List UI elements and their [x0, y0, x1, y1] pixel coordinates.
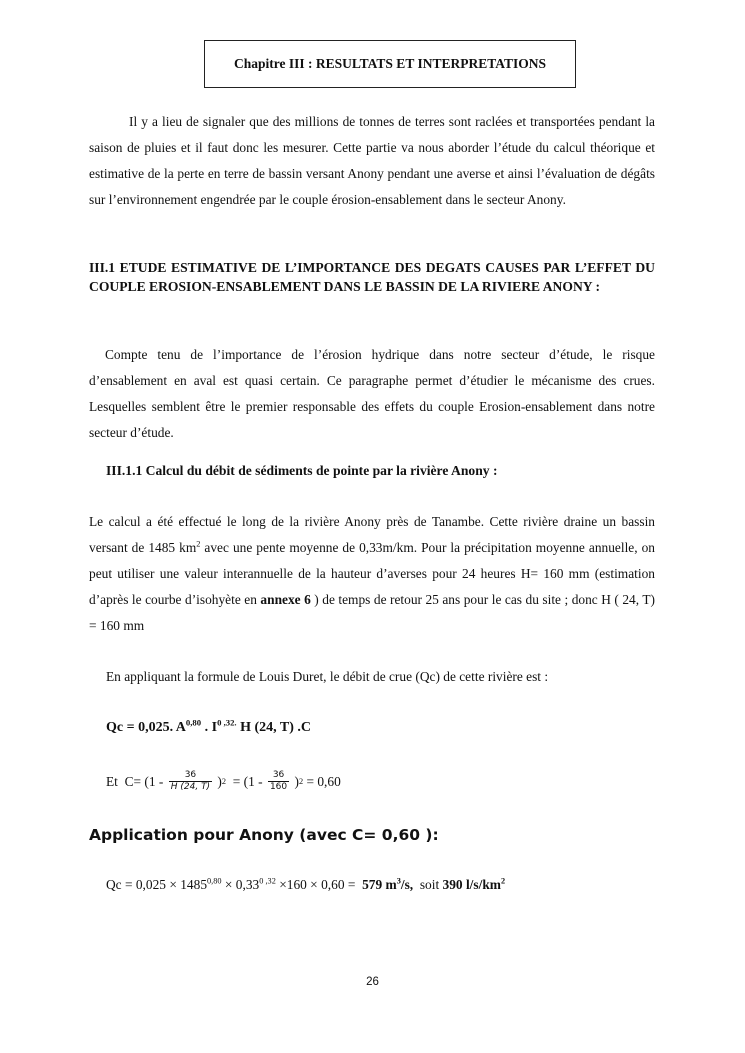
calc-text-3: ) de temps de retour 25 ans pour le cas du site ; donc H ( 24, T) = 160 mm	[89, 592, 655, 633]
c-lead: Et C= (1 -	[106, 773, 167, 789]
app-specific-value: 390 l/s/km	[442, 877, 501, 892]
app-result-sup: 3	[396, 876, 401, 886]
area-exponent: 2	[196, 539, 201, 549]
duret-intro: En appliquant la formule de Louis Duret, le débit de crue (Qc) de cette rivière est :	[106, 669, 549, 684]
c-fraction-1-den: H (24, T)	[170, 782, 211, 792]
app-lead: Qc = 0,025 × 1485	[106, 877, 208, 892]
chapter-title: Chapitre III : RESULTATS ET INTERPRETATIONS	[234, 56, 546, 71]
calc-text-1: Le calcul a été effectué le long de la rivière Anony près de Tanambe. Cette rivière draine un bassin versant de 1485 km	[89, 514, 655, 555]
app-mid-2: ×160 × 0,60 =	[275, 877, 363, 892]
calc-paragraph	[89, 509, 655, 639]
c-fraction-1	[169, 770, 212, 793]
c-fraction-2-den: 160	[269, 782, 288, 792]
page-number: 26	[366, 976, 379, 988]
annex-reference: annexe 6	[260, 592, 311, 607]
c-close-1: )	[214, 773, 222, 789]
application-heading: Application pour Anony (avec C= 0,60 ):	[89, 826, 439, 844]
chapter-title-box	[204, 40, 576, 88]
formula-lead: Qc = 0,025. A	[106, 720, 186, 735]
app-result	[362, 877, 413, 892]
duret-formula	[106, 717, 311, 736]
section-paragraph: Compte tenu de l’importance de l’érosion hydrique dans notre secteur d’étude, le risque d’ensablement en aval est quasi certain. Ce paragraphe permet d’étudier le mécanisme des crues. Lesquelles semblent être le premier responsable des effets du couple Erosion-ensablement dans notre secteur d’étude.	[89, 347, 655, 440]
app-result-value: 579 m	[362, 877, 397, 892]
app-mid-1: × 0,33	[221, 877, 260, 892]
app-soit: soit	[413, 877, 443, 892]
calc-text-2: avec une pente moyenne de 0,33m/km. Pour la précipitation moyenne annuelle, on peut utiliser une valeur interannuelle de la hauteur d’averses pour 24 heures H= 160 mm (estimation d’après le courbe d’isohyète en	[89, 540, 655, 607]
application-line	[106, 877, 505, 893]
app-specific-sup: 2	[500, 876, 506, 886]
subsection-heading: III.1.1 Calcul du débit de sédiments de pointe par la rivière Anony :	[106, 463, 498, 478]
formula-mid: . I	[201, 720, 218, 735]
formula-exp-a: 0,80	[185, 717, 202, 728]
c-mid: = (1 -	[226, 773, 266, 789]
app-result-unit: /s,	[400, 877, 414, 892]
c-fraction-1-num: 36	[184, 770, 197, 780]
app-exp-1: 0,80	[207, 876, 222, 886]
section-heading: III.1 ETUDE ESTIMATIVE DE L’IMPORTANCE DES DEGATS CAUSES PAR L’EFFET DU COUPLE EROSION-ENSABLEMENT DANS LE BASSIN DE LA RIVIERE ANONY :	[89, 260, 655, 294]
formula-tail: H (24, T) .C	[236, 720, 311, 735]
intro-paragraph: Il y a lieu de signaler que des millions de tonnes de terres sont raclées et transportées pendant la saison de pluies et il faut donc les mesurer. Cette partie va nous aborder l’étude du calcul théorique et estimative de la perte en terre de bassin versant Anony pendant une averse et ainsi l’évaluation de dégâts sur l’environnement engendrée par le couple érosion-ensablement dans le secteur Anony.	[89, 114, 655, 207]
c-formula: Et C= (1 - $\frac{36}{H (24, T)}$ ) 2 = (1 - $\frac{36}{160}$ ) 2 = 0,60	[106, 770, 341, 792]
app-exp-2: 0 ,32	[259, 876, 276, 886]
c-result: = 0,60	[303, 773, 341, 789]
c-fraction-2	[268, 770, 289, 793]
c-fraction-2-num: 36	[272, 770, 285, 780]
c-close-2: )	[291, 773, 299, 789]
formula-exp-i: 0 ,32.	[217, 717, 237, 728]
app-specific	[443, 877, 506, 892]
